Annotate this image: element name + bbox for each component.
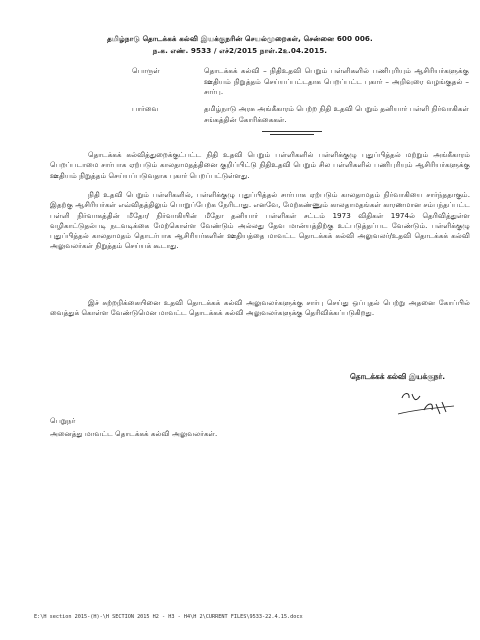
letterhead-line-1: தமிழ்நாடு தொடக்கக் கல்வி இயக்குநரின் செயல்முறைகள், சென்னை 600 006.: [107, 34, 373, 43]
body-paragraph-2: நிதி உதவி பெறும் பள்ளிகளில், பள்ளிக்குழு புதுப்பித்தல் சார்பாக ஏற்படும் காலதாமதம் நிர்வாகியை சார்ந்ததாகும். இதற்கு ஆசிரியர்கள் எவ்விதத்திலும் பொறுப்பேற்க நேரிடாது. எனவே, மேற்கண்ணும் காலதாமதங்கள் காரணமான சம்பந்தப்பட்ட பள்ளி நிர்வாகத்தின் மீதோ/ நிர்வாகியின் மீதோ தனியார் பள்ளிகள் சட்டம் 1973 விதிகள் 1974ல் தெரிவித்துள்ள வழிகாட்டுதல்படி நடவடிக்கை மேற்கொள்ள வேண்டும் அல்லது தேவ மான்யத்திற்கு உட்படுத்தப்பட வேண்டும். பள்ளிக்குழு புதுப்பித்தல் காலதாமதம் தொடர்பாக ஆசிரியர்களின் ஊதியத்தை மாவட்ட தொடக்கக் கல்வி அலுவலர்/உதவி தொடக்கக் கல்வி அலுவலர்கள் நிறுத்தம் செய்யக் கூடாது.: [50, 190, 470, 251]
recipient-label: பெறுநர்: [50, 416, 76, 425]
separator-rule: [262, 131, 322, 132]
signatory-title: தொடக்கக் கல்வி இயக்குநர்.: [350, 372, 446, 381]
reference-label: பார்வை: [132, 104, 159, 113]
handwritten-initials: [394, 388, 458, 418]
reference-text: தமிழ்நாடு அரசு அங்கீகாரம் பெற்ற நிதி உதவி பெறும் தனியார் பள்ளி நிர்வாகிகள் சங்கத்தின் கோரிக்கைகள்.: [204, 104, 469, 124]
subject-label: பொருள்: [132, 66, 160, 75]
body-paragraph-1: தொடக்கக் கல்வித்துறைக்குட்பட்ட நிதி உதவி பெறும் பள்ளிகளில் பள்ளிக்குழு புதுப்பித்தல் மற்றும் அங்கீகாரம் பெறப்படாமை சார்பாக ஏற்படும் காலதாமதத்தினை குறிப்பிட்டு நிதிஉதவி பெறும் சில பள்ளிகளில் பணிபுரியும் ஆசிரியர்களுக்கு ஊதியம் நிறுத்தம் செய்யப்படுவதாக புகார் பெறப்பட்டுள்ளது.: [50, 150, 470, 180]
separator-rule-short: [270, 134, 314, 135]
reference-number-date: ந.க. எண். 9533 / எச்2/2015 நாள்.2௨.04.2015.: [152, 46, 328, 55]
file-path-footer: E:\H section 2015-(H)-\H SECTION 2015 H2 - H3 - H4\H 2\CURRENT FILES\9533-22.4.15.docx: [34, 614, 303, 620]
body-paragraph-3: இச் சுற்றறிக்கையினை உதவி தொடக்கக் கல்வி அலுவலர்களுக்கு சார்பு செய்து ஒப்புதல் பெற்று அதனை கோப்பில் வைத்துக் கொள்ள வேண்டுமென மாவட்ட தொடக்கக் கல்வி அலுவலர்களுக்கு தெரிவிக்கப்படுகிறது.: [50, 298, 470, 318]
recipient-text: அனைத்து மாவட்ட தொடக்கக் கல்வி அலுவலர்கள்.: [50, 429, 218, 438]
subject-text: தொடக்கக் கல்வி – நிதிஉதவி பெறும் பள்ளிகளில் பணிபுரியும் ஆசிரியர்களுக்கு ஊதியம் நிறுத்தம் செய்யப்பட்டதாக பெறப்பட்ட புகார் – அறிவுரை வழங்குதல் – சார்பு.: [204, 66, 469, 96]
